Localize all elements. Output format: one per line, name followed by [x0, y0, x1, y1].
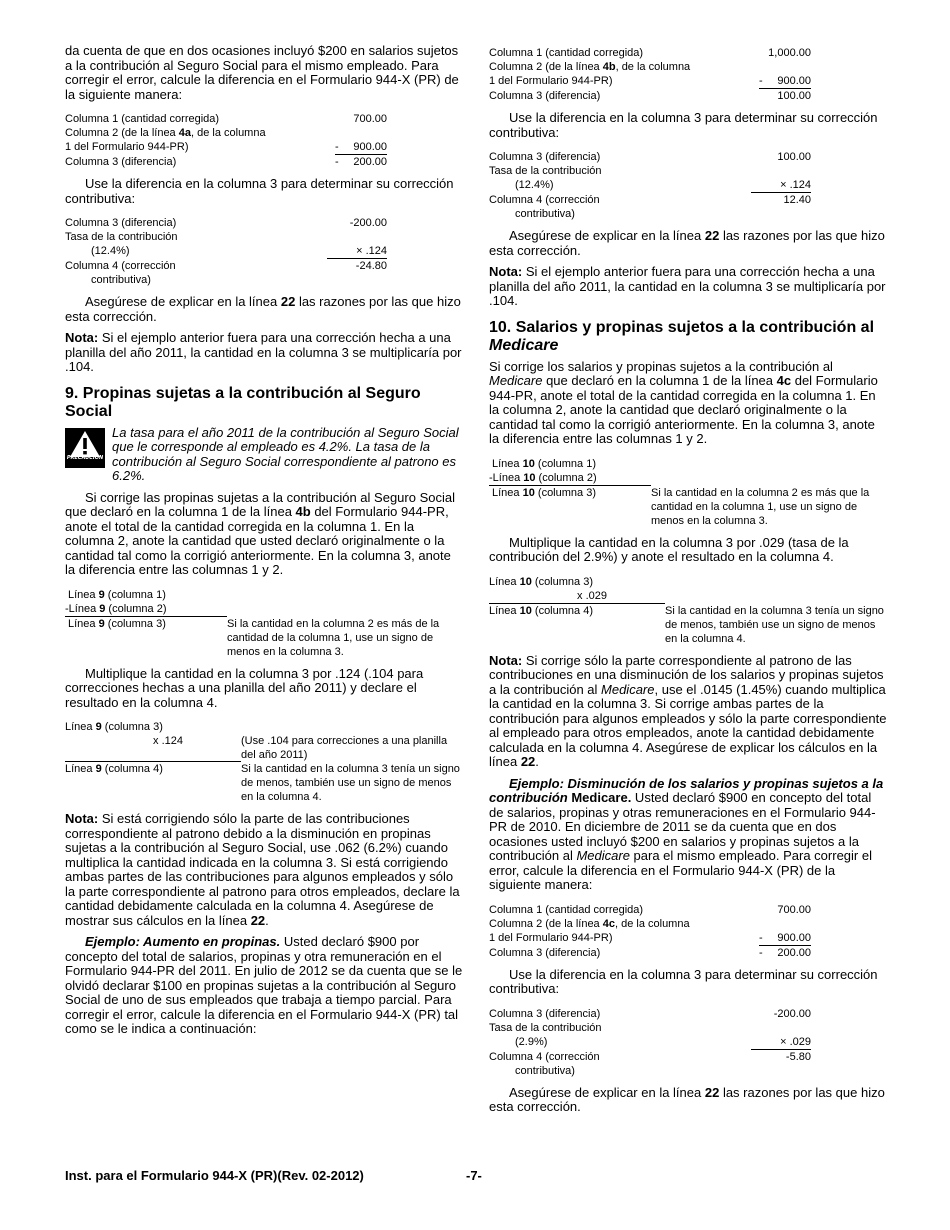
- ensure-explain-text: Asegúrese de explicar en la línea 22 las razones por las que hizo esta corrección.: [65, 294, 461, 324]
- ensure-explain-text-3: Asegúrese de explicar en la línea 22 las razones por las que hizo esta corrección.: [489, 1084, 885, 1114]
- use-difference-text-2: Use la diferencia en la columna 3 para determinar su corrección contributiva:: [489, 110, 878, 140]
- use-difference-text: Use la diferencia en la columna 3 para determinar su corrección contributiva:: [65, 176, 454, 206]
- multiply-text-2: Multiplique la cantidad en la columna 3 por .029 (tasa de la contribución del 2.9%) y anote el resultado en la columna 4.: [489, 534, 849, 564]
- caution-icon: PRECAUCION: [65, 428, 105, 468]
- calc-table-medicare-correction: Columna 3 (diferencia) -200.00 Tasa de la contribución (2.9%) × .029 Columna 4 (corrección -5.80 contributiva): [489, 1007, 811, 1077]
- ensure-explain-text-2: Asegúrese de explicar en la línea 22 las razones por las que hizo esta corrección.: [489, 228, 885, 258]
- section-10-paragraph: Si corrige los salarios y propinas sujetos a la contribución al Medicare que declaró en la columna 1 de la línea 4c del Formulario 944-PR, anote el total de la cantidad corregida en la columna 1. En la columna 2, anote la cantidad que declaró originalmente o la cantidad tal como la corrigió anteriormente. En la columna 3, anote la diferencia entre las columnas 1 y 2.: [489, 358, 878, 446]
- note-paragraph-2: Nota: Si el ejemplo anterior fuera para una corrección hecha a una planilla del año 2011, la cantidad en la columna 3 se multiplicaría por .104.: [489, 264, 886, 308]
- section-9-heading: 9. Propinas sujetas a la contribución al Seguro Social: [65, 384, 421, 420]
- note-2-paragraph-right: Nota: Si corrige sólo la parte correspondiente al patrono de las contribuciones en una disminución de los salarios y propinas sujetos a la contribución al Medicare, use el .0145 (1.45%) cuando multiplica la cantidad en la columna 3. Si corrige ambas partes de la contribución para algunos empleados y sólo la parte correspondiente al empleado para otros empleados, anote la cantidad debidamente calculada en la columna 4. Asegúrese de explicar los cálculos en la línea 22.: [489, 652, 887, 769]
- example-paragraph-right: Ejemplo: Disminución de los salarios y propinas sujetos a la contribución Medicare. Usted declaró $900 en concepto del total de salarios, propinas y otras remuneraciones en el Formulario 944-PR de 2010. En diciembre de 2011 se da cuenta que en dos ocasiones usted incluyó $200 en salarios y propinas sujetos a la contribución al Medicare para el mismo empleado. Para corregir el error, calcule la diferencia en el Formulario 944-X (PR) de la siguiente manera:: [489, 775, 884, 892]
- use-difference-text-3: Use la diferencia en la columna 3 para determinar su corrección contributiva:: [489, 966, 878, 996]
- note-2-paragraph: Nota: Si está corrigiendo sólo la parte de las contribuciones correspondiente al patrono debido a la disminución en propinas sujetas a la contribución al Seguro Social, use .062 (6.2%) cuando multiplica la cantidad indicada en la columna 3. Si está corrigiendo ambas partes de las contribuciones para algunos empleados y sólo la parte correspondiente al patrono para otros empleados, declare la cantidad debidamente calculada en la columna 4. Asegúrese de mostrar sus cálculos en la línea 22.: [65, 811, 460, 928]
- example-paragraph: Ejemplo: Aumento en propinas. Usted declaró $900 por concepto del total de salarios, propinas y otra remuneración en el Formulario 944-PR del 2011. En julio de 2012 se da cuenta que se le olvidó declarar $100 en propinas sujetas a la contribución al Seguro Social de uno de sus empleados que trabaja a tiempo parcial. Para corregir el error, calcule la diferencia en el Formulario 944-X (PR) tal como se le indica a continuación:: [65, 934, 463, 1036]
- calc-table-tax-correction: Columna 3 (diferencia) -200.00 Tasa de la contribución (12.4%) × .124 Columna 4 (corrección -24.80 contributiva): [65, 217, 387, 286]
- caution-box: PRECAUCION La tasa para el año 2011 de la contribución al Seguro Social que le corresponde al empleado es 4.2%. La tasa de la contribución al Seguro Social correspondiente al patrono es 6.2%.: [66, 424, 459, 483]
- calc-table-tips-correction: Columna 3 (diferencia) 100.00 Tasa de la contribución (12.4%) × .124 Columna 4 (corrección 12.40 contributiva): [489, 151, 811, 220]
- footer-title: Inst. para el Formulario 944-X (PR)(Rev. 02-2012): [65, 1168, 364, 1183]
- calc-table-tips: Columna 1 (cantidad corregida) 1,000.00 Columna 2 (de la línea 4b, de la columna 1 del Formulario 944-PR) - 900.00 Columna 3 (diferencia) 100.00: [489, 47, 811, 102]
- line-10-diagram: Línea 10 (columna 1) -Línea 10 (columna 2) Línea 10 (columna 3) Si la cantidad en la columna 2 es más que la cantidad en la columna 1, use un signo de menos en la columna 3.: [489, 457, 870, 527]
- right-column: [489, 44, 887, 1122]
- line-9-multiply-diagram: Línea 9 (columna 3) x .124 (Use .104 para correcciones a una planilla del año 2011) Línea 9 (columna 4) Si la cantidad en la columna 3 tenía un signo de menos, también use un signo de menos en la columna 4.: [65, 721, 460, 803]
- calc-table-medicare: Columna 1 (cantidad corregida) 700.00 Columna 2 (de la línea 4c, de la columna 1 del Formulario 944-PR) - 900.00 Columna 3 (diferencia) - 200.00: [489, 903, 811, 959]
- note-paragraph: Nota: Si el ejemplo anterior fuera para una corrección hecha a una planilla del año 2011, la cantidad en la columna 3 se multiplicaría por .104.: [65, 330, 462, 374]
- line-10-multiply-diagram: Línea 10 (columna 3) x .029 Línea 10 (columna 4) Si la cantidad en la columna 3 tenía un signo de menos, también use un signo de menos en la columna 4.: [489, 575, 884, 645]
- line-9-diagram: Línea 9 (columna 1) -Línea 9 (columna 2) Línea 9 (columna 3) Si la cantidad en la columna 2 es más de la cantidad de la columna 1, use un signo de menos en la columna 3.: [65, 588, 440, 658]
- left-column: [65, 44, 463, 1044]
- section-10-heading: 10. Salarios y propinas sujetos a la contribución al Medicare: [489, 318, 875, 354]
- page-number: -7-: [466, 1168, 482, 1183]
- intro-paragraph: da cuenta de que en dos ocasiones incluyó $200 en salarios sujetos a la contribución al Seguro Social para el mismo empleado. Para corregir el error, calcule la diferencia en el Formulario 944-X (PR) de la siguiente manera:: [65, 43, 459, 102]
- section-9-paragraph: Si corrige las propinas sujetas a la contribución al Seguro Social que declaró en la columna 1 de la línea 4b del Formulario 944-PR, anote el total de la cantidad corregida en la columna 1. En la columna 2, anote la cantidad que usted declaró originalmente o la cantidad tal como la corrigió anteriormente. En la columna 3, anote la diferencia entre las columnas 1 y 2.: [65, 489, 455, 577]
- multiply-text: Multiplique la cantidad en la columna 3 por .124 (.104 para correcciones hechas a una planilla del año 2011) y declare el resultado en la columna 4.: [65, 665, 424, 710]
- calc-table-ss-wages: Columna 1 (cantidad corregida) 700.00 Columna 2 (de la línea 4a, de la columna 1 del Formulario 944-PR) - 900.00 Columna 3 (diferencia) - 200.00: [65, 113, 387, 168]
